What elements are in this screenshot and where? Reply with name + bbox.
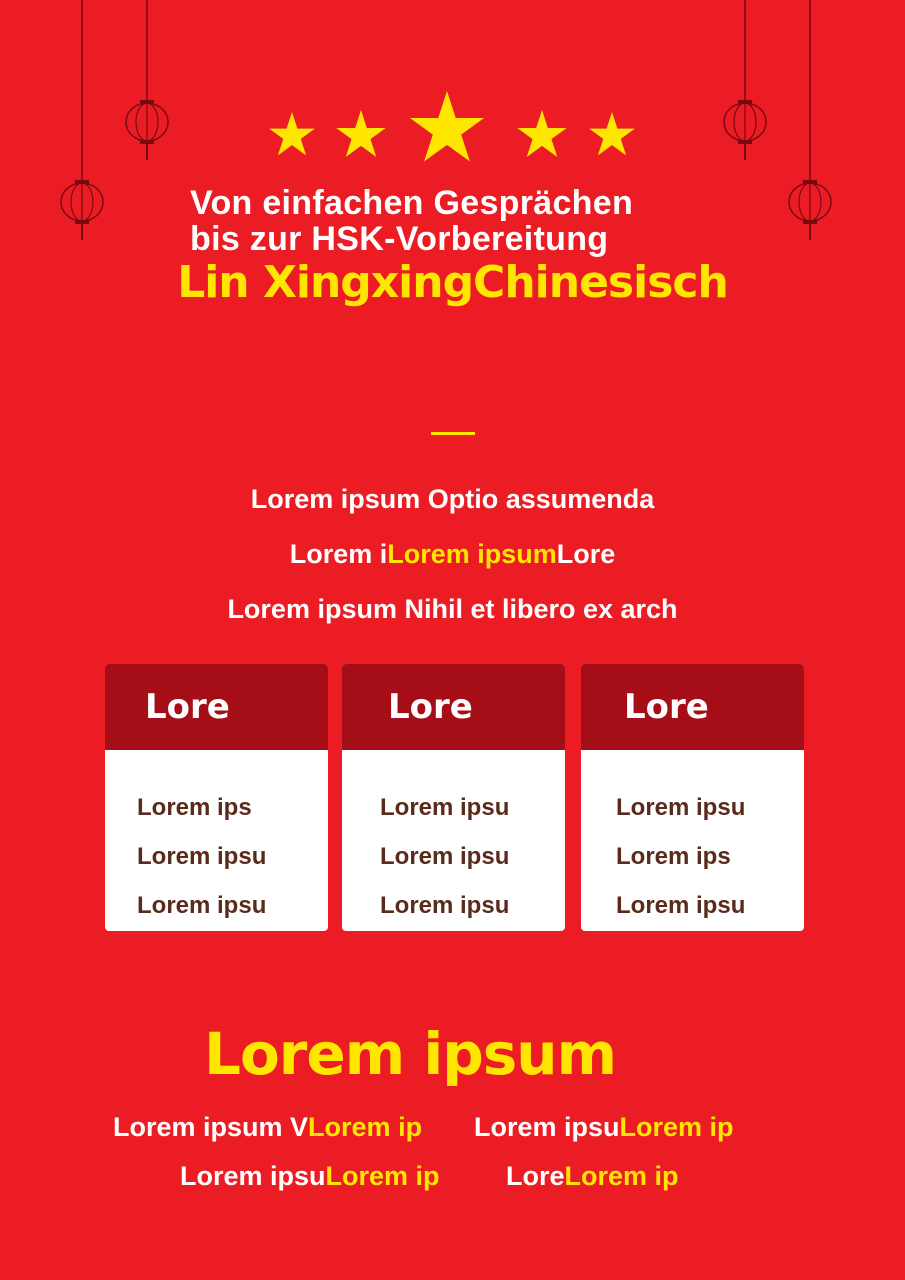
- intro-line-1: Lorem ipsum Optio assumenda: [250, 484, 655, 514]
- footer-item-white: Lore: [506, 1161, 565, 1191]
- star-icon: [269, 112, 315, 155]
- subtitle-line-2: bis zur HSK-Vorbereitung: [190, 220, 609, 258]
- footer-item-yellow: Lorem ip: [564, 1161, 679, 1191]
- intro-line-3: Lorem ipsum Nihil et libero ex arch: [227, 594, 678, 624]
- stars-rating: [0, 88, 905, 168]
- footer-item: [506, 1161, 679, 1192]
- star-icon: [589, 112, 635, 155]
- footer-item: [474, 1112, 734, 1143]
- card-title: Lore: [581, 664, 804, 750]
- footer-item: [113, 1112, 422, 1143]
- subtitle: [190, 185, 633, 257]
- card-3: [581, 664, 804, 931]
- footer-item-white: Lorem ipsu: [180, 1161, 326, 1191]
- intro-line-2: [0, 539, 905, 570]
- footer-item-yellow: Lorem ip: [325, 1161, 440, 1191]
- footer-item: [180, 1161, 440, 1192]
- card-item: Lorem ipsu: [137, 843, 267, 870]
- subtitle-line-1: Von einfachen Gesprächen: [190, 184, 634, 222]
- footer-item-yellow: Lorem ip: [619, 1112, 734, 1142]
- card-title: Lore: [342, 664, 565, 750]
- card-item: Lorem ipsu: [380, 794, 510, 821]
- footer-item-white: Lorem ipsum V: [113, 1112, 309, 1142]
- card-item: Lorem ipsu: [380, 892, 510, 919]
- card-item: Lorem ipsu: [137, 892, 267, 919]
- intro-line-2-a: Lorem i: [289, 539, 388, 569]
- brand-title: Lin XingxingChinesisch: [177, 257, 728, 308]
- star-icon: [410, 91, 484, 162]
- card-title: Lore: [105, 664, 328, 750]
- star-icon: [336, 110, 385, 157]
- card-item: Lorem ipsu: [380, 843, 510, 870]
- intro-line-2-c: Lore: [556, 539, 616, 569]
- card-item: Lorem ips: [137, 794, 252, 821]
- card-2: [342, 664, 565, 931]
- intro-line-2-b: Lorem ipsum: [387, 539, 557, 569]
- card-item: Lorem ips: [616, 843, 731, 870]
- divider: [431, 432, 475, 435]
- footer-item-yellow: Lorem ip: [308, 1112, 423, 1142]
- star-icon: [517, 110, 566, 157]
- card-item: Lorem ipsu: [616, 892, 746, 919]
- card-1: [105, 664, 328, 931]
- footer-heading: Lorem ipsum: [204, 1020, 617, 1088]
- footer-item-white: Lorem ipsu: [474, 1112, 620, 1142]
- card-item: Lorem ipsu: [616, 794, 746, 821]
